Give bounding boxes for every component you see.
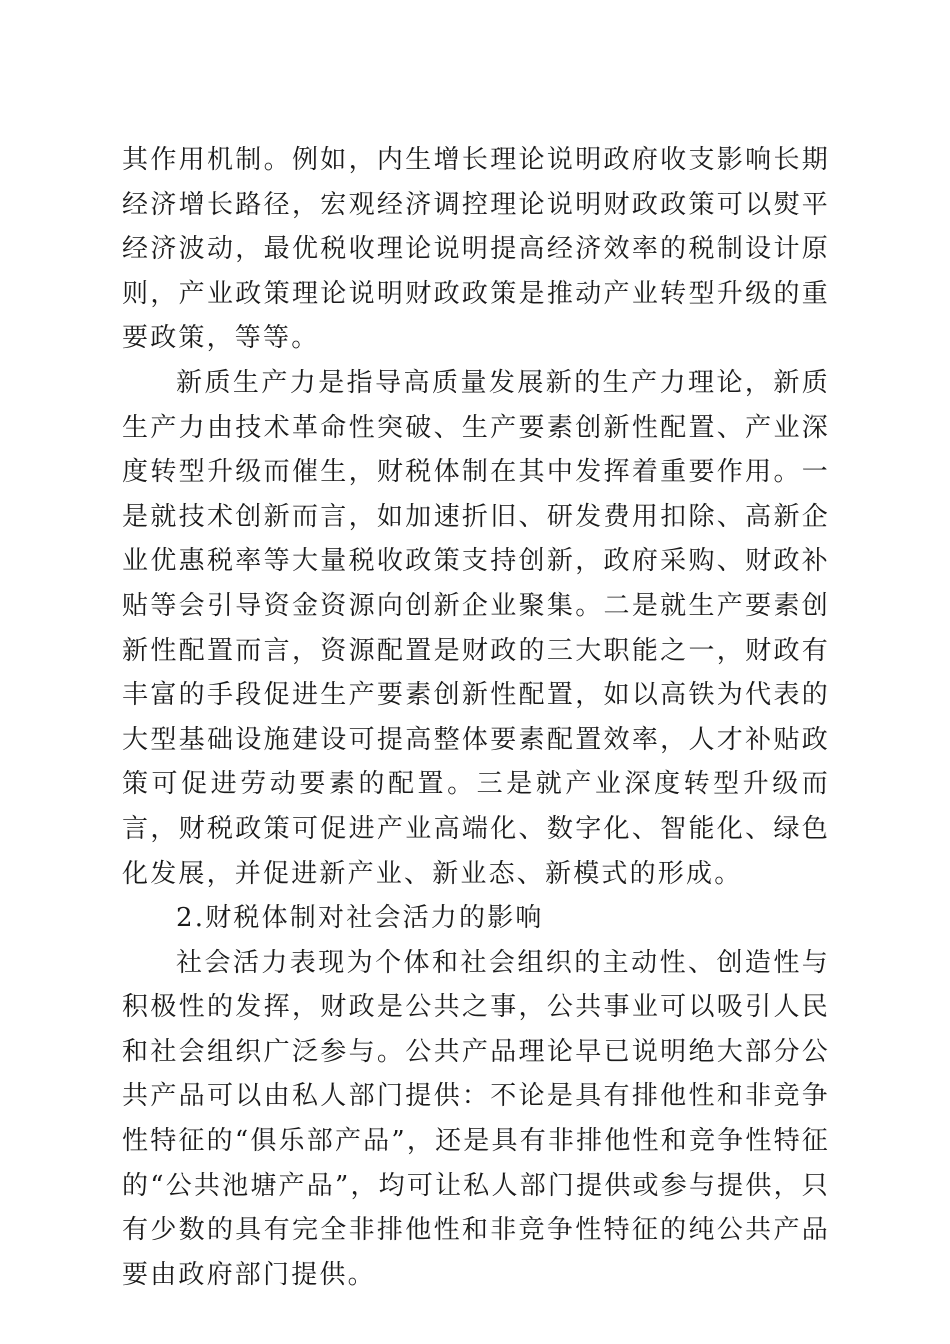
paragraph-social-vitality: 社会活力表现为个体和社会组织的主动性、创造性与积极性的发挥，财政是公共之事，公共事业可以吸引人民和社会组织广泛参与。公共产品理论早已说明绝大部分公共产品可以由私人部门提供：不论是具有排他性和非竞争性特征的“俱乐部产品”，还是具有非排他性和竞争性特征的“公共池塘产品”，均可让私人部门提供或参与提供，只有少数的具有完全非排他性和非竞争性特征的纯公共产品要由政府部门提供。 — [122, 947, 830, 1290]
section-heading: 2.财税体制对社会活力的影响 — [176, 903, 544, 934]
document-body — [122, 138, 830, 1297]
paragraph-new-productivity: 新质生产力是指导高质量发展新的生产力理论，新质生产力由技术革命性突破、生产要素创新性配置、产业深度转型升级而催生，财税体制在其中发挥着重要作用。一是就技术创新而言，如加速折旧、研发费用扣除、高新企业优惠税率等大量税收政策支持创新，政府采购、财政补贴等会引导资金资源向创新企业聚集。二是就生产要素创新性配置而言，资源配置是财政的三大职能之一，财政有丰富的手段促进生产要素创新性配置，如以高铁为代表的大型基础设施建设可提高整体要素配置效率，人才补贴政策可促进劳动要素的配置。三是就产业深度转型升级而言，财税政策可促进产业高端化、数字化、智能化、绿色化发展，并促进新产业、新业态、新模式的形成。 — [122, 367, 830, 889]
paragraph-continuation: 其作用机制。例如，内生增长理论说明政府收支影响长期经济增长路径，宏观经济调控理论说明财政政策可以熨平经济波动，最优税收理论说明提高经济效率的税制设计原则，产业政策理论说明财政政策是推动产业转型升级的重要政策，等等。 — [122, 145, 830, 354]
